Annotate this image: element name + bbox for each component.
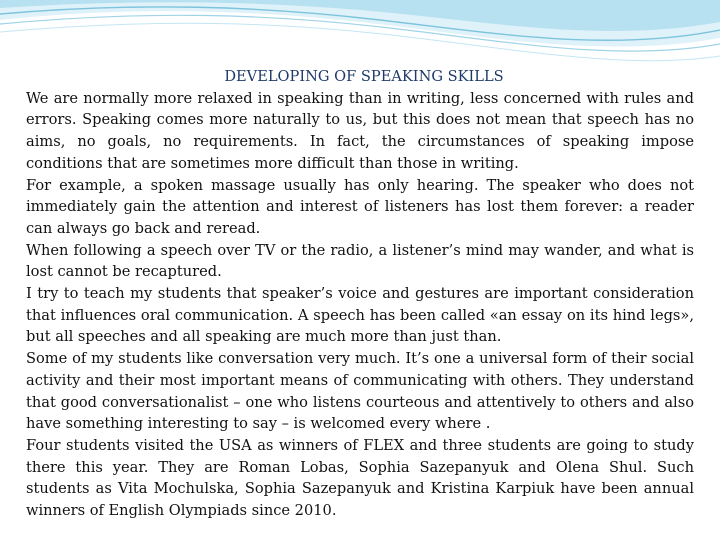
paragraph-tv-radio: When following a speech over TV or the radio, a listener’s mind may wander, and what is lost cannot be recaptured.	[26, 241, 694, 281]
paragraph-speaking-vs-writing: We are normally more relaxed in speaking than in writing, less concerned with rules and errors. Speaking comes more naturally to us, but this does not mean that speech has no aims, no goals, no requirements. In fact, the circumstances of speaking impose conditions that are sometimes more difficult than those in writing.	[26, 89, 694, 172]
slide-body	[26, 66, 694, 522]
paragraph-spoken-message: For example, a spoken massage usually has only hearing. The speaker who does not immediately gain the attention and interest of listeners has lost them forever: a reader can always go back and reread.	[26, 176, 694, 237]
paragraph-student-achievements: Four students visited the USA as winners of FLEX and three students are going to study there this year. They are Roman Lobas, Sophia Sazepanyuk and Olena Shul. Such students as Vita Mochulska, Sophia Sazepanyuk and Kristina Karpiuk have been annual winners of English Olympiads since 2010.	[26, 436, 694, 520]
header-wave-decoration	[0, 0, 720, 75]
paragraph-voice-gestures: I try to teach my students that speaker’s voice and gestures are important consideration that influences oral communication. A speech has been called «an essay on its hind legs», but all speeches and all speaking are much more than just than.	[26, 285, 694, 346]
paragraph-conversation: Some of my students like conversation very much. It’s one a universal form of their social activity and their most important means of communicating with others. They understand that good conversationalist – one who listens courteous and attentively to others and also have something interesting to say – is welcomed every where .	[26, 350, 694, 433]
slide-title: DEVELOPING OF SPEAKING SKILLS	[224, 68, 504, 85]
